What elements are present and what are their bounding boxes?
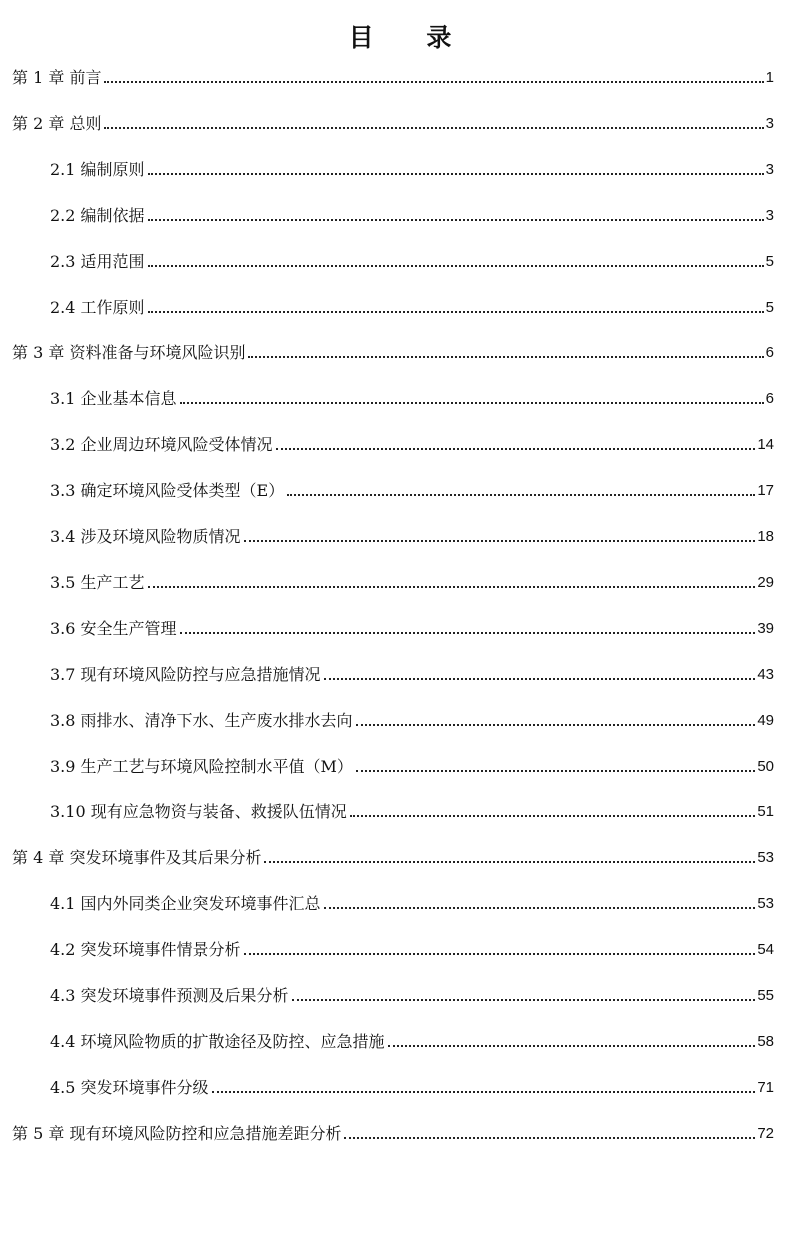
toc-entry-page-number: 53: [757, 895, 774, 913]
toc-entry-label: 2.2 编制依据: [50, 205, 145, 225]
toc-entry-label: 3.7 现有环境风险防控与应急措施情况: [50, 664, 321, 684]
toc-entry-page-number: 51: [757, 803, 774, 821]
toc-entry[interactable]: [50, 609, 774, 639]
toc-entry-page-number: 53: [757, 849, 774, 867]
toc-dot-leader: [148, 311, 764, 313]
toc-entry-label: 3.1 企业基本信息: [50, 389, 177, 409]
toc-entry[interactable]: [50, 747, 774, 777]
toc-dot-leader: [180, 402, 764, 404]
toc-dot-leader: [292, 999, 756, 1001]
toc-entry[interactable]: [12, 58, 774, 88]
toc-entry-page-number: 3: [765, 160, 774, 178]
toc-dot-leader: [350, 815, 756, 817]
toc-entry[interactable]: [12, 838, 774, 868]
toc-entry[interactable]: [12, 333, 774, 363]
toc-dot-leader: [244, 540, 756, 542]
toc-entry-page-number: 18: [757, 528, 774, 545]
toc-entry-label: 4.5 突发环境事件分级: [50, 1077, 209, 1097]
toc-entry-page-number: 54: [757, 941, 774, 959]
toc-entry[interactable]: [50, 792, 774, 822]
toc-entry-page-number: 39: [757, 619, 774, 637]
toc-entry-page-number: 43: [757, 665, 774, 683]
toc-entry[interactable]: [50, 196, 774, 226]
toc-entry-page-number: 17: [757, 482, 774, 500]
toc-dot-leader: [356, 724, 756, 726]
toc-entry-label: 3.6 安全生产管理: [50, 618, 177, 638]
toc-entry-label: 第 4 章 突发环境事件及其后果分析: [12, 848, 262, 868]
toc-entry-label: 3.3 确定环境风险受体类型（E）: [50, 481, 285, 501]
toc-entry[interactable]: [50, 930, 774, 960]
toc-dot-leader: [104, 81, 763, 83]
toc-dot-leader: [324, 678, 756, 680]
toc-entry-label: 3.8 雨排水、清净下水、生产废水排水去向: [50, 710, 353, 730]
toc-dot-leader: [344, 1137, 755, 1139]
toc-entry-page-number: 6: [765, 344, 774, 362]
toc-entry-label: 4.2 突发环境事件情景分析: [50, 940, 241, 960]
toc-dot-leader: [248, 356, 763, 358]
toc-entry[interactable]: [50, 425, 774, 455]
toc-entry-label: 3.9 生产工艺与环境风险控制水平值（M）: [50, 756, 353, 776]
toc-dot-leader: [244, 953, 756, 955]
toc-entry-page-number: 29: [757, 573, 774, 591]
toc-entry-page-number: 14: [757, 436, 774, 454]
toc-entry[interactable]: [50, 288, 774, 318]
toc-dot-leader: [148, 219, 764, 221]
toc-dot-leader: [148, 265, 764, 267]
toc-entry-label: 2.1 编制原则: [50, 159, 145, 179]
toc-dot-leader: [356, 770, 755, 772]
toc-entry[interactable]: [50, 563, 774, 593]
toc-entry[interactable]: [50, 701, 774, 731]
page-title: 目 录: [348, 22, 474, 52]
toc-entry-page-number: 58: [757, 1032, 774, 1050]
toc-entry[interactable]: [12, 104, 774, 134]
toc-entry-page-number: 50: [757, 757, 774, 775]
toc-entry[interactable]: [12, 1114, 774, 1144]
toc-entry[interactable]: [50, 471, 774, 501]
toc-dot-leader: [324, 907, 756, 909]
toc-entry[interactable]: [50, 655, 774, 685]
toc-entry-label: 3.5 生产工艺: [50, 572, 145, 592]
toc-entry-page-number: 72: [757, 1124, 774, 1142]
toc-entry-label: 3.10 现有应急物资与装备、救援队伍情况: [50, 802, 347, 822]
toc-dot-leader: [287, 494, 755, 496]
toc-entry-label: 4.1 国内外同类企业突发环境事件汇总: [50, 894, 321, 914]
toc-entry-page-number: 3: [765, 114, 774, 132]
toc-entry-label: 第 2 章 总则: [12, 113, 102, 133]
toc-entry-page-number: 49: [757, 711, 774, 729]
toc-entry[interactable]: [50, 379, 774, 409]
toc-entry[interactable]: [50, 517, 774, 547]
toc-entry-label: 第 5 章 现有环境风险防控和应急措施差距分析: [12, 1123, 342, 1143]
toc-entry-label: 2.3 适用范围: [50, 251, 145, 271]
toc-entry[interactable]: [50, 150, 774, 180]
toc-dot-leader: [388, 1045, 756, 1047]
toc-entry-page-number: 55: [757, 987, 774, 1004]
toc-entry-label: 第 1 章 前言: [12, 68, 102, 87]
toc-entry-page-number: 5: [765, 252, 774, 270]
toc-entry-page-number: 1: [765, 69, 774, 86]
toc-entry-page-number: 6: [765, 390, 774, 408]
toc-entry[interactable]: [50, 1022, 774, 1052]
toc-entry-label: 4.3 突发环境事件预测及后果分析: [50, 986, 289, 1005]
toc-entry-page-number: 3: [765, 206, 774, 224]
toc-entry[interactable]: [50, 884, 774, 914]
toc-entry-label: 4.4 环境风险物质的扩散途径及防控、应急措施: [50, 1031, 385, 1051]
toc-entry-label: 第 3 章 资料准备与环境风险识别: [12, 343, 246, 363]
toc-entry-label: 3.4 涉及环境风险物质情况: [50, 527, 241, 546]
toc-entry[interactable]: [50, 242, 774, 272]
toc-dot-leader: [104, 127, 763, 129]
toc-entry-label: 3.2 企业周边环境风险受体情况: [50, 435, 273, 455]
toc-dot-leader: [264, 861, 755, 863]
toc-entry-page-number: 5: [765, 298, 774, 316]
toc-entry-page-number: 71: [757, 1078, 774, 1096]
toc-entry[interactable]: [50, 976, 774, 1006]
toc-dot-leader: [180, 632, 756, 634]
toc-entry[interactable]: [50, 1068, 774, 1098]
toc-dot-leader: [212, 1091, 756, 1093]
toc-dot-leader: [148, 586, 756, 588]
toc-entry-label: 2.4 工作原则: [50, 297, 145, 317]
toc-dot-leader: [276, 448, 756, 450]
toc-dot-leader: [148, 173, 764, 175]
